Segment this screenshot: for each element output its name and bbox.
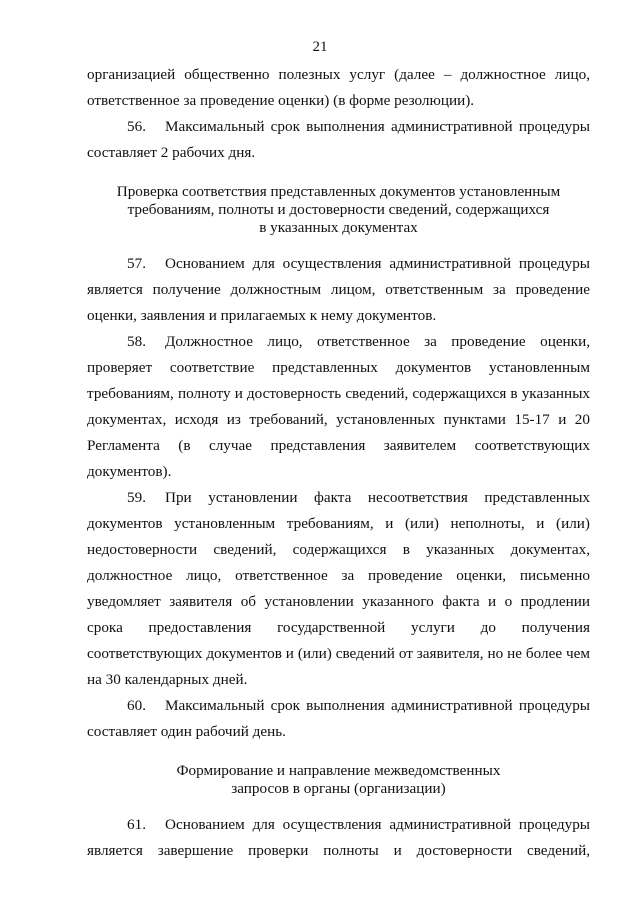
paragraph-57	[87, 251, 590, 329]
heading-line: Формирование и направление межведомственных	[176, 762, 501, 779]
heading-line: запросов в органы (организации)	[231, 780, 446, 797]
paragraph-56	[87, 114, 590, 166]
paragraph-number: 58.	[127, 333, 146, 350]
paragraph-number: 56.	[127, 118, 146, 135]
section-heading	[87, 762, 590, 798]
paragraph-text: Основанием для осуществления административной процедуры является завершение проверки полноты и достоверности сведений,	[87, 816, 590, 859]
document-body	[87, 62, 590, 864]
heading-line: требованиям, полноты и достоверности сведений, содержащихся	[127, 201, 550, 218]
paragraph-number: 60.	[127, 697, 146, 714]
page-number: 21	[312, 39, 328, 55]
paragraph-60	[87, 693, 590, 745]
paragraph-continued	[87, 62, 590, 114]
heading-line: Проверка соответствия представленных документов установленным	[116, 183, 561, 200]
paragraph-59	[87, 485, 590, 693]
paragraph-text: Максимальный срок выполнения административной процедуры составляет 2 рабочих дня.	[87, 118, 590, 161]
paragraph-text: Максимальный срок выполнения административной процедуры составляет один рабочий день.	[87, 697, 590, 740]
paragraph-text: При установлении факта несоответствия представленных документов установленным требованиям, и (или) неполноты, и (или) недостоверности сведений, содержащихся в указанных документах, должностное лицо, ответственное за проведение оценки, письменно уведомляет заявителя об установлении указанного факта и о продлении срока предоставления государственной услуги до получения соответствующих документов и (или) сведений от заявителя, но не более чем на 30 календарных дней.	[87, 489, 590, 688]
paragraph-number: 59.	[127, 489, 146, 506]
section-heading	[87, 183, 590, 237]
heading-line: в указанных документах	[259, 219, 418, 236]
paragraph-text: организацией общественно полезных услуг (далее – должностное лицо, ответственное за проведение оценки) (в форме резолюции).	[87, 66, 590, 109]
paragraph-text: Основанием для осуществления административной процедуры является получение должностным лицом, ответственным за проведение оценки, заявления и прилагаемых к нему документов.	[87, 255, 590, 324]
paragraph-number: 61.	[127, 816, 146, 833]
paragraph-number: 57.	[127, 255, 146, 272]
paragraph-61	[87, 812, 590, 864]
paragraph-text: Должностное лицо, ответственное за проведение оценки, проверяет соответствие представленных документов установленным требованиям, полноту и достоверность сведений, содержащихся в указанных документах, исходя из требований, установленных пунктами 15-17 и 20 Регламента (в случае представления заявителем соответствующих документов).	[87, 333, 590, 480]
paragraph-58	[87, 329, 590, 485]
